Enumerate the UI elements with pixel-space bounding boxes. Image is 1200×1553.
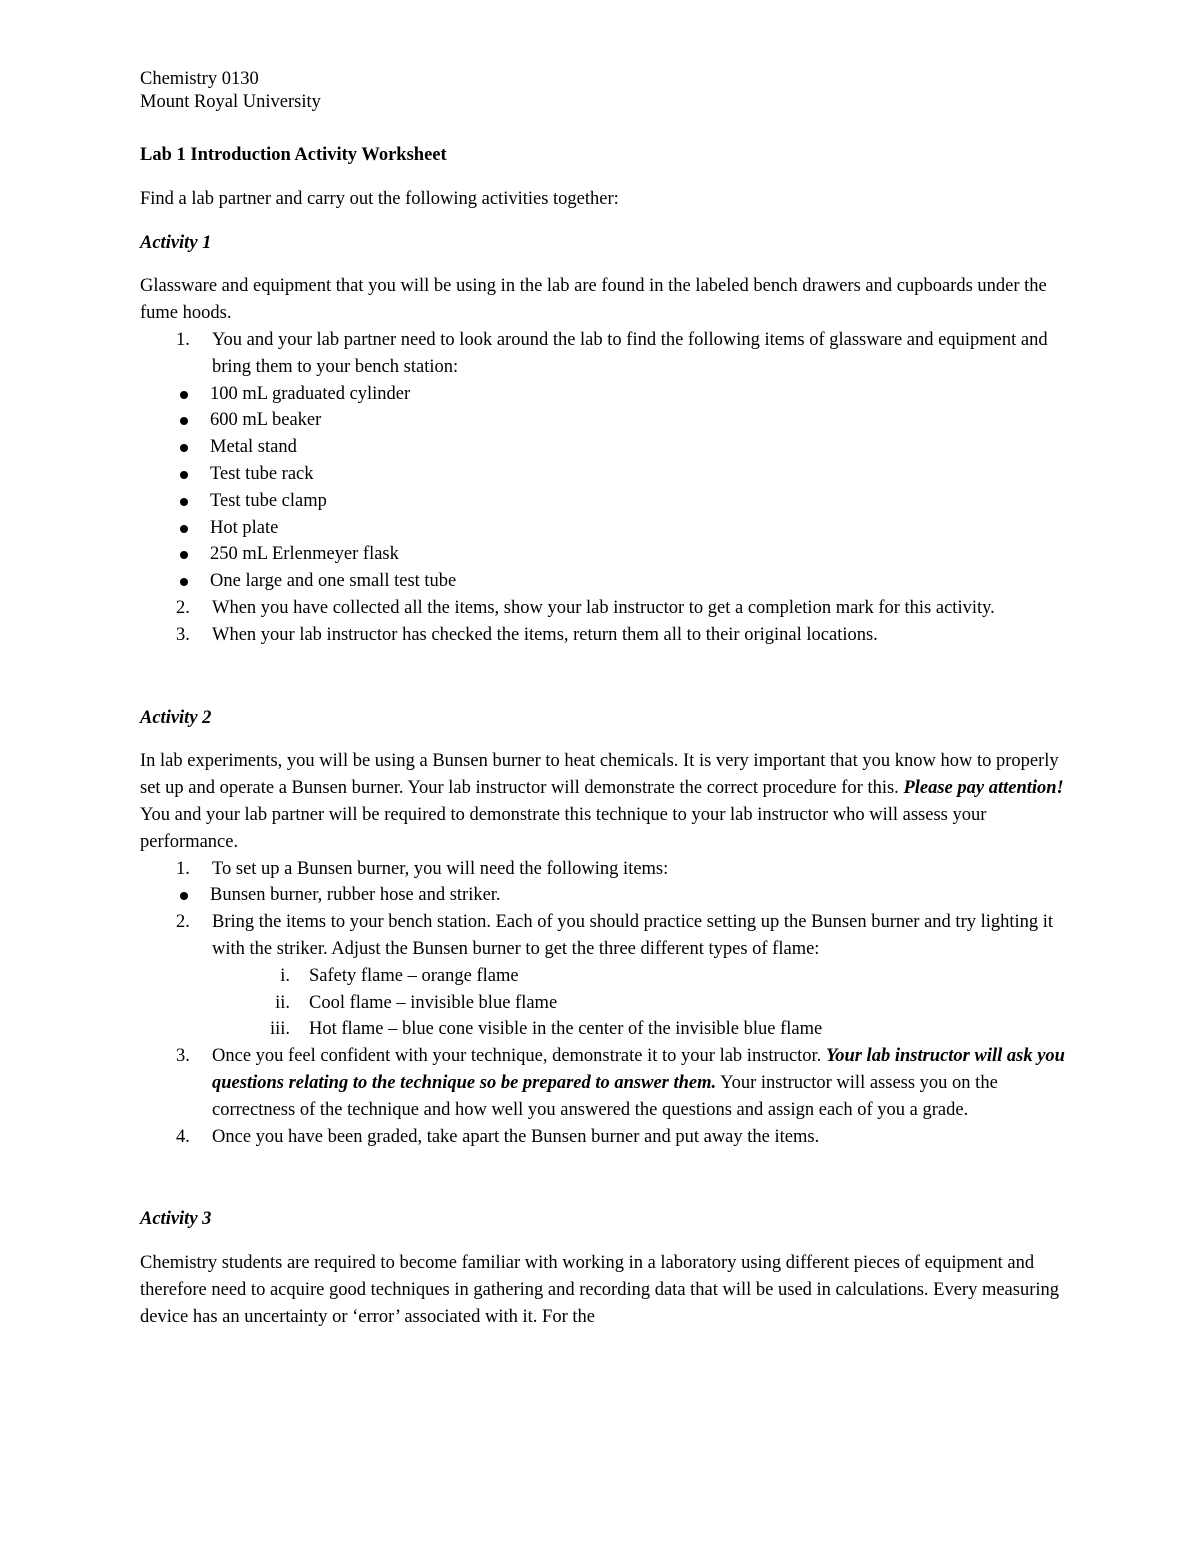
- equipment-item: Hot plate: [140, 515, 1070, 542]
- activity-1-steps: [140, 327, 1070, 649]
- step-number: 2.: [176, 597, 190, 618]
- step-number: 2.: [176, 912, 190, 933]
- step-text: When your lab instructor has checked the items, return them all to their original locations.: [212, 624, 878, 645]
- equipment-item: Metal stand: [140, 434, 1070, 461]
- flame-type: i. Safety flame – orange flame: [280, 965, 519, 986]
- list-item: [140, 595, 1070, 622]
- list-item: [140, 909, 1070, 1043]
- equipment-item: 250 mL Erlenmeyer flask: [140, 541, 1070, 568]
- step-text: Once you have been graded, take apart the Bunsen burner and put away the items.: [212, 1126, 820, 1147]
- step-number: 3.: [176, 624, 190, 645]
- burner-items-list: [140, 882, 1070, 909]
- activity-3-heading: Activity 3: [140, 1209, 212, 1230]
- attention-emphasis: Please pay attention!: [903, 778, 1064, 799]
- list-item: [140, 1124, 1070, 1151]
- activity-1-heading: Activity 1: [140, 232, 212, 253]
- step-number: 1.: [176, 858, 190, 879]
- step-number: 4.: [176, 1126, 190, 1147]
- equipment-item: Test tube rack: [140, 461, 1070, 488]
- equipment-item: 100 mL graduated cylinder: [140, 381, 1070, 408]
- step-text: Bring the items to your bench station. Each of you should practice setting up the Bunsen burner and try lighting it with the striker. Adjust the Bunsen burner to get the three different types of flame:: [212, 912, 1054, 959]
- document-page: [140, 68, 1070, 1330]
- list-item: [140, 622, 1070, 649]
- equipment-item: One large and one small test tube: [140, 568, 1070, 595]
- flame-type: iii. Hot flame – blue cone visible in the center of the invisible blue flame: [269, 1019, 823, 1040]
- list-item: [140, 856, 1070, 910]
- step-text: When you have collected all the items, show your lab instructor to get a completion mark for this activity.: [212, 597, 995, 618]
- equipment-item: Test tube clamp: [140, 488, 1070, 515]
- intro-text: Find a lab partner and carry out the following activities together:: [140, 188, 619, 209]
- step-number: 1.: [176, 329, 190, 350]
- activity-3-paragraph: Chemistry students are required to become familiar with working in a laboratory using different pieces of equipment and therefore need to acquire good techniques in gathering and recording data that will be used in calculations. Every measuring device has an uncertainty or ‘error’ associated with it. For the: [140, 1253, 1060, 1327]
- activity-2-heading: Activity 2: [140, 707, 212, 728]
- questions-emphasis: Your lab instructor will ask you questions relating to the technique so be prepared to answer them.: [212, 1046, 1065, 1093]
- equipment-item: 600 mL beaker: [140, 407, 1070, 434]
- step-text: Once you feel confident with your technique, demonstrate it to your lab instructor. Your lab instructor will ask you questions relating to the technique so be prepared to answer them. Your instructor will assess you on the correctness of the technique and how well you answered the questions and assign each of you a grade.: [212, 1046, 1065, 1120]
- step-text: You and your lab partner need to look around the lab to find the following items of glassware and equipment and bring them to your bench station:: [212, 329, 1048, 377]
- list-item: [140, 1043, 1070, 1123]
- step-text: To set up a Bunsen burner, you will need the following items:: [212, 858, 669, 879]
- step-number: 3.: [176, 1046, 190, 1067]
- institution-name: Mount Royal University: [140, 92, 321, 112]
- activity-1-paragraph: Glassware and equipment that you will be using in the lab are found in the labeled bench drawers and cupboards under the fume hoods.: [140, 276, 1047, 324]
- activity-2-paragraph: In lab experiments, you will be using a Bunsen burner to heat chemicals. It is very important that you know how to properly set up and operate a Bunsen burner. Your lab instructor will demonstrate the correct procedure for this. Please pay attention! You and your lab partner will be required to demonstrate this technique to your lab instructor who will assess your performance.: [140, 751, 1064, 852]
- course-name: Chemistry 0130: [140, 69, 259, 89]
- equipment-list: [140, 381, 1070, 595]
- activity-2-steps: [140, 856, 1070, 1151]
- flame-type: ii. Cool flame – invisible blue flame: [275, 992, 558, 1013]
- burner-item: Bunsen burner, rubber hose and striker.: [140, 882, 1070, 909]
- page-title: Lab 1 Introduction Activity Worksheet: [140, 145, 447, 165]
- flame-types-list: [140, 963, 1070, 1043]
- list-item: [140, 327, 1070, 595]
